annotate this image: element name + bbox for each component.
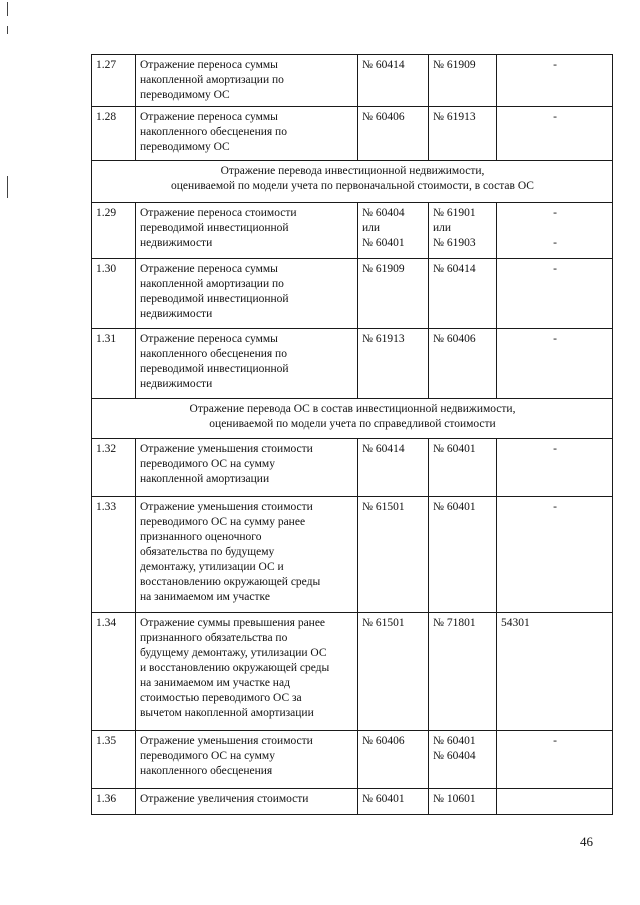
credit-account-cell [429,55,497,107]
note-value: - [553,207,557,219]
credit-account: № 61909 [433,59,476,71]
entry-description-cell [136,55,358,107]
margin-mark-mid [7,26,8,34]
entry-description-line: Отражение суммы превышения ранее [140,617,326,629]
entry-row [92,203,613,259]
entry-number-cell [92,439,136,497]
section-heading-line: Отражение перевода инвестиционной недвижимости, [220,165,485,177]
entry-number: 1.27 [96,59,117,71]
note-cell [497,613,613,731]
entry-description-line: и восстановлению окружающей среды [140,662,330,674]
debit-account: № 60401 [362,237,405,249]
entry-description-line: признанного обязательства по [140,632,288,644]
credit-account-cell [429,439,497,497]
entry-row [92,55,613,107]
credit-account: № 60414 [433,263,476,275]
note-value: - [553,59,557,71]
debit-account-cell [358,329,429,399]
entry-number-cell [92,203,136,259]
entry-description-cell [136,439,358,497]
credit-account-cell [429,203,497,259]
entry-description-line: Отражение уменьшения стоимости [140,501,313,513]
entry-description-line: переводимого ОС на сумму [140,458,275,470]
note-value: - [553,501,557,513]
accounting-entries-table [91,54,613,815]
credit-account-cell [429,613,497,731]
entry-number-cell [92,731,136,789]
note-value: - [553,237,557,249]
page-number: 46 [580,834,593,849]
debit-account: № 60401 [362,793,405,805]
note-value: - [553,111,557,123]
entry-description-line: недвижимости [140,378,213,390]
section-header-row [92,161,613,203]
debit-account: № 61501 [362,617,405,629]
entry-description-line: недвижимости [140,237,213,249]
note-value [501,792,609,807]
entry-description-line: Отражение переноса суммы [140,263,278,275]
entry-number-cell [92,107,136,161]
entry-description-line: Отражение переноса суммы [140,333,278,345]
debit-account-cell [358,259,429,329]
debit-account: № 60406 [362,111,405,123]
credit-account-cell [429,497,497,613]
entry-number-cell [92,55,136,107]
credit-account: № 61913 [433,111,476,123]
entry-description-line: обязательства по будущему [140,546,275,558]
entry-description-line: накопленного обесценения по [140,348,287,360]
entry-number: 1.34 [96,617,117,629]
entry-description-line: Отражение переноса стоимости [140,207,297,219]
entry-row [92,259,613,329]
section-header-row [92,399,613,439]
note-value: - [553,263,557,275]
credit-account: № 61901 [433,207,476,219]
entry-description-line: накопленной амортизации [140,473,270,485]
entry-number-cell [92,497,136,613]
section-heading [92,161,613,203]
credit-account: № 60404 [433,750,476,762]
entry-number-cell [92,259,136,329]
entry-number: 1.32 [96,443,117,455]
entry-description-line: вычетом накопленной амортизации [140,707,314,719]
debit-account: № 60404 [362,207,405,219]
entry-description-line: накопленной амортизации по [140,278,284,290]
credit-account: № 60401 [433,443,476,455]
note-cell [497,329,613,399]
entry-row [92,789,613,815]
entry-row [92,613,613,731]
entry-description-cell [136,203,358,259]
entry-number-cell [92,329,136,399]
entry-number: 1.36 [96,793,117,805]
credit-account: № 71801 [433,617,476,629]
entry-row [92,439,613,497]
section-heading-line: оцениваемой по модели учета по справедливой стоимости [209,418,496,430]
entry-description-line: недвижимости [140,308,213,320]
note-cell [497,55,613,107]
credit-account-cell [429,259,497,329]
entry-row [92,731,613,789]
entry-description-line: переводимому ОС [140,89,230,101]
entry-number: 1.28 [96,111,117,123]
debit-account-cell [358,613,429,731]
credit-account: № 60401 [433,735,476,747]
entry-description-line: накопленного обесценения по [140,126,287,138]
entry-description-line: переводимого ОС на сумму ранее [140,516,306,528]
debit-account: № 61913 [362,333,405,345]
note-cell [497,439,613,497]
entry-description-line: будущему демонтажу, утилизации ОС [140,647,327,659]
section-heading-line: оцениваемой по модели учета по первоначальной стоимости, в состав ОС [171,180,534,192]
section-heading-line: Отражение перевода ОС в состав инвестиционной недвижимости, [189,403,516,415]
note-value: - [553,443,557,455]
debit-account-cell [358,497,429,613]
credit-account: № 60401 [433,501,476,513]
entry-description-cell [136,613,358,731]
debit-account: или [362,222,381,234]
accounting-entries-body [92,55,613,815]
debit-account: № 61909 [362,263,405,275]
entry-description-line: переводимой инвестиционной [140,293,289,305]
debit-account-cell [358,439,429,497]
credit-account-cell [429,329,497,399]
entry-description-line: на занимаемом им участке [140,591,270,603]
entry-description-line: демонтажу, утилизации ОС и [140,561,284,573]
note-cell [497,731,613,789]
note-cell [497,497,613,613]
credit-account-cell [429,107,497,161]
note-cell [497,789,613,815]
credit-account-cell [429,731,497,789]
entry-number: 1.35 [96,735,117,747]
entry-number-cell [92,613,136,731]
note-value: 54301 [501,617,530,629]
entry-row [92,107,613,161]
entry-description-line: переводимой инвестиционной [140,363,289,375]
note-cell [497,107,613,161]
debit-account-cell [358,789,429,815]
entry-description-line: Отражение уменьшения стоимости [140,735,313,747]
note-cell [497,203,613,259]
entry-description-line: признанного оценочного [140,531,262,543]
note-cell [497,259,613,329]
note-value [501,221,609,236]
debit-account: № 61501 [362,501,405,513]
note-value: - [553,735,557,747]
entry-number: 1.31 [96,333,117,345]
entry-description-cell [136,259,358,329]
entry-description-line: стоимостью переводимого ОС за [140,692,302,704]
entry-description-line: Отражение переноса суммы [140,111,278,123]
entry-description-cell [136,107,358,161]
entry-description-line: переводимого ОС на сумму [140,750,275,762]
entry-number: 1.33 [96,501,117,513]
entry-number-cell [92,789,136,815]
entry-description-line: на занимаемом им участке над [140,677,290,689]
entry-description-cell [136,731,358,789]
entry-description-cell [136,329,358,399]
debit-account: № 60406 [362,735,405,747]
credit-account: или [433,222,452,234]
entry-number: 1.29 [96,207,117,219]
entry-description-line: Отражение увеличения стоимости [140,793,309,805]
entry-description-line: Отражение переноса суммы [140,59,278,71]
entry-description-line: накопленного обесценения [140,765,273,777]
debit-account-cell [358,55,429,107]
entry-description-line: восстановлению окружающей среды [140,576,321,588]
credit-account: № 10601 [433,793,476,805]
debit-account-cell [358,203,429,259]
debit-account-cell [358,731,429,789]
debit-account: № 60414 [362,59,405,71]
entry-description-line: Отражение уменьшения стоимости [140,443,313,455]
entry-row [92,497,613,613]
entry-number: 1.30 [96,263,117,275]
entry-description-line: переводимой инвестиционной [140,222,289,234]
entry-row [92,329,613,399]
debit-account-cell [358,107,429,161]
entry-description-line: накопленной амортизации по [140,74,284,86]
credit-account: № 61903 [433,237,476,249]
debit-account: № 60414 [362,443,405,455]
section-heading [92,399,613,439]
note-value: - [553,333,557,345]
entry-description-line: переводимому ОС [140,141,230,153]
margin-mark-top [7,2,8,16]
entry-description-cell [136,497,358,613]
margin-mark-low [7,176,8,198]
credit-account: № 60406 [433,333,476,345]
entry-description-cell [136,789,358,815]
credit-account-cell [429,789,497,815]
